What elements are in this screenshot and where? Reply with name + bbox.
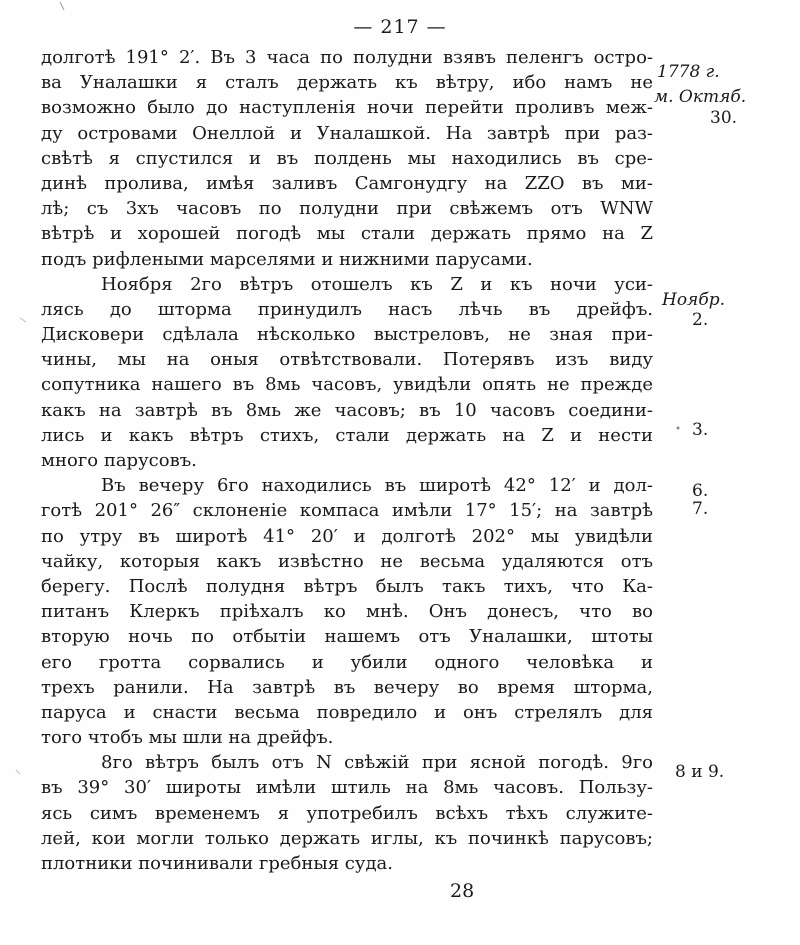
page-number: — 217 — (353, 16, 447, 38)
text-line: въ 39° 30′ широты имѣли штиль на 8мь часовъ. Пользу- (41, 777, 653, 799)
text-line: динѣ пролива, имѣя заливъ Самгонудгу на ZZO въ ми- (41, 172, 653, 194)
text-line: долготѣ 191° 2′. Въ 3 часа по полудни взявъ пеленгъ остро- (41, 47, 653, 68)
text-line: лѣ; съ 3хъ часовъ по полудни при свѣжемъ отъ WNW (41, 198, 653, 220)
text-line: берегу. Послѣ полудня вѣтръ былъ такъ тихъ, что Ка- (41, 575, 653, 597)
margin-note-day: 7. (692, 499, 709, 519)
text-line: его гротта сорвались и убили одного человѣка и (41, 651, 653, 673)
text-line: паруса и снасти весьма повредило и онъ стрелялъ для (41, 701, 653, 723)
margin-note-day: 30. (710, 108, 738, 128)
text-line: какъ на завтрѣ въ 8мь же часовъ; въ 10 часовъ соедини- (41, 399, 653, 421)
text-line: 8го вѣтръ былъ отъ N свѣжій при ясной погодѣ. 9го (101, 752, 653, 774)
text-line: лись и какъ вѣтръ стихъ, стали держать на Z и нести (41, 424, 653, 446)
margin-note-day: 6. (692, 481, 709, 501)
margin-note-day: 3. (692, 420, 709, 440)
text-line: много парусовъ. (41, 450, 197, 471)
speck (16, 770, 20, 774)
signature-mark: 28 (450, 880, 475, 902)
margin-note-year: 1778 г. (657, 62, 720, 82)
text-line: чайку, которыя какъ извѣстно не весьма удаляются отъ (41, 550, 653, 572)
text-line: лей, кои могли только держать иглы, къ починкѣ парусовъ; (41, 827, 653, 849)
text-line: возможно было до наступленія ночи перейти проливъ меж- (41, 97, 653, 119)
speck (60, 2, 64, 10)
text-line: по утру въ широтѣ 41° 20′ и долготѣ 202° мы увидѣли (41, 525, 653, 547)
text-line: Дисковери сдѣлала нѣсколько выстреловъ, не зная при- (41, 324, 653, 346)
text-line: вторую ночь по отбытіи нашемъ отъ Уналашки, штоты (41, 626, 653, 648)
text-line: Въ вечеру 6го находились въ широтѣ 42° 12′ и дол- (101, 475, 653, 497)
text-line: лясь до шторма принудилъ насъ лѣчь въ дрейфъ. (41, 298, 653, 320)
text-line: трехъ ранили. На завтрѣ въ вечеру во время шторма, (41, 676, 653, 698)
text-line: питанъ Клеркъ пріѣхалъ ко мнѣ. Онъ донесъ, что во (41, 601, 653, 623)
speck (677, 427, 680, 430)
text-line: ясь симъ временемъ я употребилъ всѣхъ тѣхъ служите- (41, 802, 653, 824)
text-line: плотники починивали гребныя суда. (41, 853, 393, 874)
speck (20, 318, 26, 322)
text-line: того чтобъ мы шли на дрейфъ. (41, 727, 334, 749)
text-line: подъ рифлеными марселями и нижними парусами. (41, 248, 533, 270)
margin-note-day: 2. (692, 310, 709, 330)
text-line: ва Уналашки я сталъ держать къ вѣтру, ибо намъ не (41, 72, 653, 94)
text-line: вѣтрѣ и хорошей погодѣ мы стали держать прямо на Z (41, 223, 653, 245)
margin-note-day: 8 и 9. (675, 762, 725, 782)
text-line: чины, мы на оныя отвѣтствовали. Потерявъ изъ виду (41, 349, 653, 371)
text-line: ду островами Онеллой и Уналашкой. На завтрѣ при раз- (41, 122, 653, 144)
text-line: готѣ 201° 26″ склоненіе компаса имѣли 17° 15′; на завтрѣ (41, 500, 653, 522)
text-line: Ноября 2го вѣтръ отошелъ къ Z и къ ночи уси- (101, 273, 653, 295)
margin-note-month-nov: Ноябр. (662, 290, 725, 310)
margin-note-month-oct: м. Октяб. (654, 87, 747, 107)
text-line: сопутника нашего въ 8мь часовъ, увидѣли опять не прежде (41, 374, 653, 396)
text-line: свѣтѣ я спустился и въ полдень мы находились въ сре- (41, 147, 653, 169)
